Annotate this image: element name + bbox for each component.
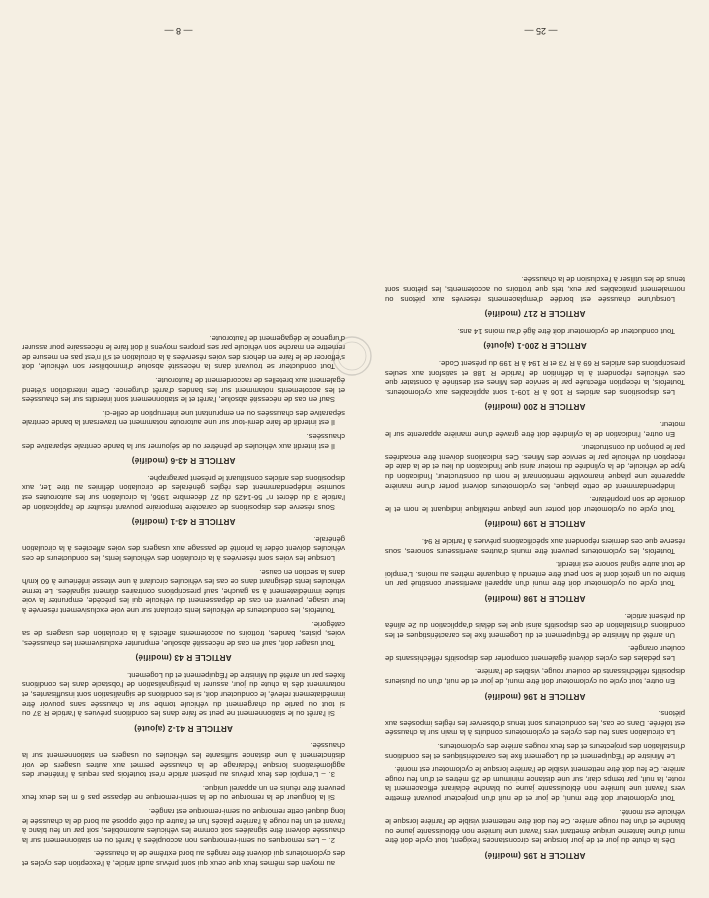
article-heading: ARTICLE R 199 (modifié)	[484, 519, 586, 529]
article-heading: ARTICLE R 195 (modifié)	[484, 851, 586, 860]
paragraph: Un arrêté du Ministre de l'Équipement et du Logement fixe les caractéristiques et les conditions d'installation de ces dispositifs ainsi que les délais d'application du 2e alinéa du présent article.	[385, 611, 685, 640]
paragraph: Si l'arrêt ou le stationnement ne peut se faire dans les conditions prévues à l'article R 37 ou si tout ou partie du chargement du véhicule tombe sur la chaussée sans pouvoir être immédiatement relevé, le conducteur doit, si les conditions de signalisation sont insuffisantes, et notamment dès la chute du jour, assurer la présignalisation de l'obstacle dans les conditions fixées par un arrêté du Ministre de l'Équipement et du Logement.	[22, 670, 345, 719]
article-heading: ARTICLE R 200 (modifié)	[484, 402, 586, 412]
paragraph: Le Ministre de l'Équipement et du Logement fixe les caractéristiques et les conditions d'installation des projecteurs et des feux rouges arrière des cyclomoteurs.	[385, 742, 685, 761]
paragraph: Lorsqu'une chaussée est bordée d'emplacements réservés aux piétons ou normalement praticables par eux, tels que trottoirs ou accotements, les piétons sont tenus de les utiliser à l'exclusion de la chaussée.	[385, 275, 685, 304]
paragraph: Tout cycle ou cyclomoteur doit porter une plaque métallique indiquant le nom et le domicile de son propriétaire.	[385, 495, 685, 514]
paragraph: Tout cyclomoteur doit être muni, de jour et de nuit d'un projecteur pouvant émettre vers l'avant une lumière non éblouissante jaune ou blanche éclairant efficacement la route, la nuit, par temps clair, sur une distance minimum de 25 mètres et d'un feu rouge arrière. Ce feu doit être nettement visible de l'arrière lorsque le cyclomoteur est monté.	[385, 765, 685, 804]
paragraph: La circulation sans feu des cycles et cyclomoteurs conduits à la main sur la chaussée est tolérée. Dans ce cas, les conducteurs sont tenus d'observer les règles imposées aux piétons.	[385, 709, 685, 738]
paragraph: au moyen des mêmes feux que ceux qui sont prévus audit article, à l'exception des cycles et des cyclomoteurs qui doivent être rangés au bord extrême de la chaussée.	[22, 849, 345, 868]
page-number-25: — 25 —	[524, 26, 558, 36]
page-25-column	[373, 0, 709, 898]
paragraph: Indépendamment de cette plaque, les cyclomoteurs doivent porter d'une manière apparente une plaque inamovible mentionnant le nom du constructeur, l'indication du type de véhicule, de la cylindrée du moteur ainsi que l'indication du lieu et de la date de réception du véhicule par le service des Mines. Ces indications doivent être encadrées par le poinçon du constructeur.	[385, 443, 685, 491]
paragraph: 2. – Les remorques ou semi-remorques non accouplées à l'arrêt ou en stationnement sur la chaussée doivent être signalées soit comme les véhicules automobiles, soit par un feu blanc à l'avant et un feu rouge à l'arrière placés l'un et l'autre du côté opposé au bord de la chaussée le long duquel cette remorque ou semi-remorque est rangée.	[22, 807, 345, 845]
paragraph: Il est interdit de faire demi-tour sur une autoroute notamment en traversant la bande centrale séparative des chaussées ou en empruntant une interruption de celle-ci.	[22, 408, 345, 428]
paragraph: En outre, tout cycle ou cyclomoteur doit être muni, de jour et de nuit, d'un ou plusieurs dispositifs réfléchissants de couleur rouge, visibles de l'arrière.	[385, 667, 685, 687]
paragraph: Tout conducteur de cyclomoteur doit être âgé d'au moins 14 ans.	[457, 326, 675, 336]
article-heading: ARTICLE R 200-1 (ajouté)	[483, 341, 587, 351]
paragraph: Il est interdit aux véhicules de pénétrer ou de séjourner sur la bande centrale séparative des chaussées.	[22, 432, 345, 451]
library-stamp-icon	[330, 334, 374, 378]
paragraph: Lorsque les voies sont réservées à la circulation des véhicules lents, les conducteurs de ces véhicules doivent céder la priorité de passage aux usagers des voies affectées à la circulation générale.	[22, 534, 345, 563]
paragraph: Toutefois, les cyclomoteurs peuvent être munis d'autres avertisseurs sonores, sous réserve que ces derniers répondent aux spécifications prévues à l'article R 94.	[385, 536, 685, 556]
paragraph: Les dispositions des articles R 106 à R 109-1 sont applicables aux cyclomoteurs. Toutefois, la réception effectuée par le service des Mines est destinée à constater que ces véhicules répondent à la définition de l'article R 188 et satisfont aux seules prescriptions des articles R 69 à R 73 et R 194 à R 199 du présent Code.	[385, 359, 685, 397]
paragraph: 3. – L'emploi des feux prévus au présent article n'est toutefois pas requis à l'intérieur des agglomérations lorsque l'éclairage de la chaussée permet aux autres usagers de voir distinctement à une distance suffisante les véhicules ou usagers en stationnement sur la chaussée.	[22, 741, 345, 780]
paragraph: Les pédales des cycles doivent également comporter des dispositifs réfléchissants de couleur orangée.	[385, 644, 685, 663]
article-heading: ARTICLE R 217 (modifié)	[484, 309, 586, 319]
paragraph: Dès la chute du jour et de jour lorsque les circonstances l'exigent, tout cycle doit être muni d'une lanterne unique émettant vers l'avant une lumière non éblouissante jaune ou blanche et d'un feu rouge arrière. Ce feu doit être nettement visible de l'arrière lorsque le véhicule est monté.	[385, 807, 685, 846]
paragraph: Sauf en cas de nécessité absolue, l'arrêt et le stationnement sont interdits sur les chaussées et les accotements notamment sur les bandes d'arrêt d'urgence. Cette interdiction s'étend également aux bretelles de raccordement de l'autoroute.	[22, 376, 345, 405]
paragraph: Tout conducteur se trouvant dans la nécessité absolue d'immobiliser son véhicule, doit s'efforcer de le faire en dehors des voies réservées à la circulation et s'il n'est pas en mesure de remettre en marche son véhicule par ses propres moyens il doit faire le nécessaire pour assurer d'urgence le dégagement de l'autoroute.	[22, 333, 345, 372]
page-number-8: — 8 —	[164, 26, 193, 36]
article-heading: ARTICLE R 196 (modifié)	[484, 691, 586, 701]
paragraph: Si la longueur de la remorque ou de la semi-remorque ne dépasse pas 6 m les deux feux peuvent être réunis en un appareil unique.	[22, 783, 345, 803]
paragraph: En outre, l'indication de la cylindrée doit être gravée d'une manière apparente sur le moteur.	[385, 420, 685, 439]
article-heading: ARTICLE R 43 (modifié)	[135, 653, 232, 663]
article-heading: ARTICLE R 198 (modifié)	[484, 593, 586, 603]
paragraph: Tout cycle ou cyclomoteur doit être muni d'un appareil avertisseur constitué par un timbre ou un grelot dont le son peut être entendu à cinquante mètres au moins. L'emploi de tout autre signal sonore est interdit.	[385, 560, 685, 589]
article-heading: ARTICLE R 41-2 (ajouté)	[134, 723, 233, 733]
paragraph: Tout usager doit, sauf en cas de nécessité absolue, emprunter exclusivement les chaussées, voies, pistes, bandes, trottoirs ou accotements affectés à la circulation des usagers de sa catégorie.	[22, 619, 345, 648]
paragraph: Toutefois, les conducteurs de véhicules lents circulant sur une voie exclusivement réservée à leur usage, peuvent en cas de dépassement du véhicule qui les précède, emprunter la voie située immédiatement à sa gauche, sauf prescriptions contraires dûment signalées. Le terme véhicules lents désignant dans ce cas les véhicules circulant à une vitesse inférieure à 60 km/h dans la section en cause.	[22, 567, 345, 615]
paragraph: Sous réserve des dispositions de caractère temporaire pouvant résulter de l'application de l'article 3 du décret n° 56-1425 du 27 décembre 1956, la circulation sur les autoroutes est soumise indépendamment des règles générales de circulation définies au titre 1er, aux dispositions des articles constituant le présent paragraphe.	[22, 473, 345, 512]
article-heading: ARTICLE R 43-6 (modifié)	[131, 456, 236, 466]
article-heading: ARTICLE R 43-1 (modifié)	[131, 517, 236, 527]
